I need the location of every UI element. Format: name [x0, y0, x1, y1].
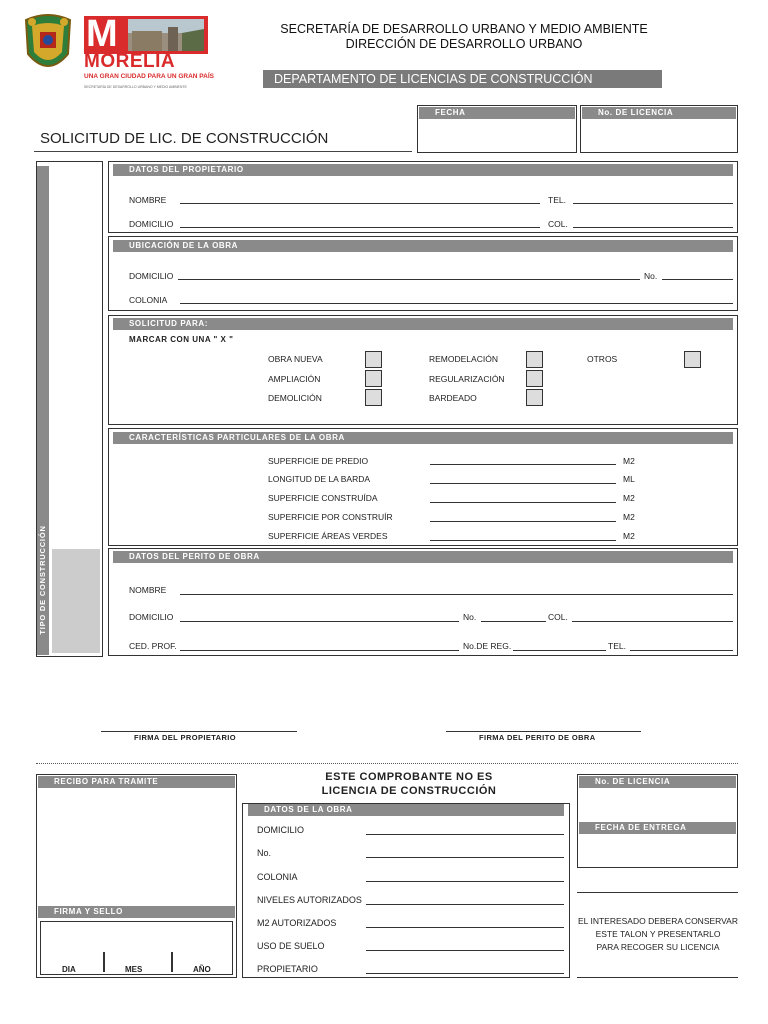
fecha-divider [103, 952, 105, 972]
obra-field[interactable] [366, 904, 564, 905]
talon-licencia-box[interactable] [577, 774, 738, 868]
dia-label: DIA [62, 965, 76, 974]
perito-nombre-label: NOMBRE [129, 585, 167, 595]
perito-no-field[interactable] [481, 621, 546, 622]
aviso-line1: EL INTERESADO DEBERA CONSERVAR [578, 916, 738, 926]
obra-field-label: PROPIETARIO [257, 964, 318, 974]
perito-tel-field[interactable] [630, 650, 733, 651]
aviso-line3: PARA RECOGER SU LICENCIA [596, 942, 720, 952]
talon-bottom-line [577, 977, 738, 978]
bardeado-checkbox[interactable] [526, 389, 543, 406]
obra-field-label: DOMICILIO [257, 825, 305, 835]
caracteristica-field[interactable] [430, 521, 616, 522]
propietario-domicilio-field[interactable] [180, 227, 540, 228]
ubicacion-colonia-field[interactable] [180, 303, 733, 304]
header-secretaria: SECRETARÍA DE DESARROLLO URBANO Y MEDIO AMBIENTE [280, 22, 648, 36]
caracteristica-field[interactable] [430, 540, 616, 541]
form-title: SOLICITUD DE LIC. DE CONSTRUCCIÓN [40, 130, 329, 147]
perito-ced-label: CED. PROF. [129, 641, 177, 651]
otros-label: OTROS [587, 354, 618, 364]
obra-field-label: M2 AUTORIZADOS [257, 918, 337, 928]
obra-field-label: COLONIA [257, 872, 298, 882]
obra-field[interactable] [366, 927, 564, 928]
regularizacion-label: REGULARIZACIÓN [429, 374, 505, 384]
demolicion-label: DEMOLICIÓN [268, 393, 322, 403]
caracteristica-unit: M2 [623, 493, 635, 503]
municipal-seal [22, 14, 74, 76]
logo-m: M [86, 13, 118, 55]
caracteristica-unit: ML [623, 474, 635, 484]
otros-checkbox[interactable] [684, 351, 701, 368]
caracteristicas-section [108, 428, 738, 546]
caracteristica-label: LONGITUD DE LA BARDA [268, 474, 371, 484]
perito-section [108, 548, 738, 656]
firma-perito-label: FIRMA DEL PERITO DE OBRA [479, 733, 596, 742]
mes-label: MES [125, 965, 143, 974]
header-direccion: DIRECCIÓN DE DESARROLLO URBANO [345, 37, 583, 51]
propietario-col-field[interactable] [573, 227, 733, 228]
obra-field-label: NIVELES AUTORIZADOS [257, 895, 362, 905]
obra-field-label: USO DE SUELO [257, 941, 325, 951]
propietario-nombre-field[interactable] [180, 203, 540, 204]
perito-noreg-field[interactable] [513, 650, 606, 651]
perito-title: DATOS DEL PERITO DE OBRA [113, 551, 733, 563]
propietario-nombre-label: NOMBRE [129, 195, 167, 205]
ampliacion-label: AMPLIACIÓN [268, 374, 321, 384]
ubicacion-no-label: No. [644, 271, 658, 281]
propietario-tel-field[interactable] [573, 203, 733, 204]
ubicacion-domicilio-field[interactable] [178, 279, 640, 280]
perito-col-field[interactable] [572, 621, 733, 622]
propietario-col-label: COL. [548, 219, 568, 229]
perito-ced-field[interactable] [180, 650, 459, 651]
ubicacion-colonia-label: COLONIA [129, 295, 168, 305]
ubicacion-title: UBICACIÓN DE LA OBRA [113, 240, 733, 252]
datos-obra-title: DATOS DE LA OBRA [248, 804, 564, 816]
aviso-line2: ESTE TALON Y PRESENTARLO [595, 929, 721, 939]
recibo-tramite-title: RECIBO PARA TRAMITE [38, 776, 235, 788]
fecha-entrega-title: FECHA DE ENTREGA [579, 822, 736, 834]
caracteristica-label: SUPERFICIE ÁREAS VERDES [268, 531, 388, 541]
perito-tel-label: TEL. [608, 641, 626, 651]
comprobante-line1: ESTE COMPROBANTE NO ES [325, 771, 493, 783]
logo-slogan: UNA GRAN CIUDAD PARA UN GRAN PAÍS [84, 73, 214, 80]
marcar-instruccion: MARCAR CON UNA " X " [129, 335, 234, 344]
caracteristica-field[interactable] [430, 464, 616, 465]
logo-text: MORELIA [84, 51, 176, 72]
caracteristica-unit: M2 [623, 512, 635, 522]
tipo-construccion-fill [52, 549, 100, 653]
obra-field[interactable] [366, 857, 564, 858]
caracteristica-label: SUPERFICIE DE PREDIO [268, 456, 369, 466]
regularizacion-checkbox[interactable] [526, 370, 543, 387]
caracteristicas-title: CARACTERÍSTICAS PARTICULARES DE LA OBRA [113, 432, 733, 444]
remodelacion-checkbox[interactable] [526, 351, 543, 368]
firma-sello-title: FIRMA Y SELLO [38, 906, 235, 918]
obra-field[interactable] [366, 881, 564, 882]
fecha-label: FECHA [419, 107, 575, 119]
caracteristica-field[interactable] [430, 502, 616, 503]
comprobante-line2: LICENCIA DE CONSTRUCCIÓN [321, 785, 497, 797]
talon-right-line [577, 892, 738, 893]
caracteristica-unit: M2 [623, 456, 635, 466]
solicitud-title: SOLICITUD PARA: [113, 318, 733, 330]
caracteristica-label: SUPERFICIE CONSTRUÍDA [268, 493, 378, 503]
obra-field[interactable] [366, 834, 564, 835]
logo-photo [128, 19, 204, 51]
perito-nombre-field[interactable] [180, 594, 733, 595]
bardeado-label: BARDEADO [429, 393, 477, 403]
perito-noreg-label: No.DE REG. [463, 641, 512, 651]
propietario-title: DATOS DEL PROPIETARIO [113, 164, 733, 176]
fecha-divider [171, 952, 173, 972]
perito-no-label: No. [463, 612, 477, 622]
perito-domicilio-label: DOMICILIO [129, 612, 174, 622]
obra-field[interactable] [366, 973, 564, 974]
obra-nueva-label: OBRA NUEVA [268, 354, 323, 364]
ampliacion-checkbox[interactable] [365, 370, 382, 387]
caracteristica-unit: M2 [623, 531, 635, 541]
remodelacion-label: REMODELACIÓN [429, 354, 498, 364]
obra-field[interactable] [366, 950, 564, 951]
caracteristica-field[interactable] [430, 483, 616, 484]
morelia-logo [84, 13, 214, 92]
obra-nueva-checkbox[interactable] [365, 351, 382, 368]
licencia-label: No. DE LICENCIA [582, 107, 736, 119]
demolicion-checkbox[interactable] [365, 389, 382, 406]
cut-line [36, 763, 738, 764]
obra-field-label: No. [257, 848, 272, 858]
anio-label: AÑO [193, 965, 211, 974]
talon-licencia-title: No. DE LICENCIA [579, 776, 736, 788]
perito-domicilio-field[interactable] [180, 621, 459, 622]
propietario-domicilio-label: DOMICILIO [129, 219, 174, 229]
solicitud-section [108, 315, 738, 425]
logo-subtext: SECRETARÍA DE DESARROLLO URBANO Y MEDIO AMBIENTE [84, 85, 187, 89]
perito-col-label: COL. [548, 612, 568, 622]
title-underline [34, 151, 412, 152]
propietario-tel-label: TEL. [548, 195, 566, 205]
caracteristica-label: SUPERFICIE POR CONSTRUÍR [268, 512, 393, 522]
ubicacion-no-field[interactable] [662, 279, 733, 280]
firma-propietario-label: FIRMA DEL PROPIETARIO [134, 733, 237, 742]
tipo-construccion-label: TIPO DE CONSTRUCCIÓN [38, 525, 47, 635]
ubicacion-domicilio-label: DOMICILIO [129, 271, 174, 281]
department-bar: DEPARTAMENTO DE LICENCIAS DE CONSTRUCCIÓN [263, 70, 662, 88]
